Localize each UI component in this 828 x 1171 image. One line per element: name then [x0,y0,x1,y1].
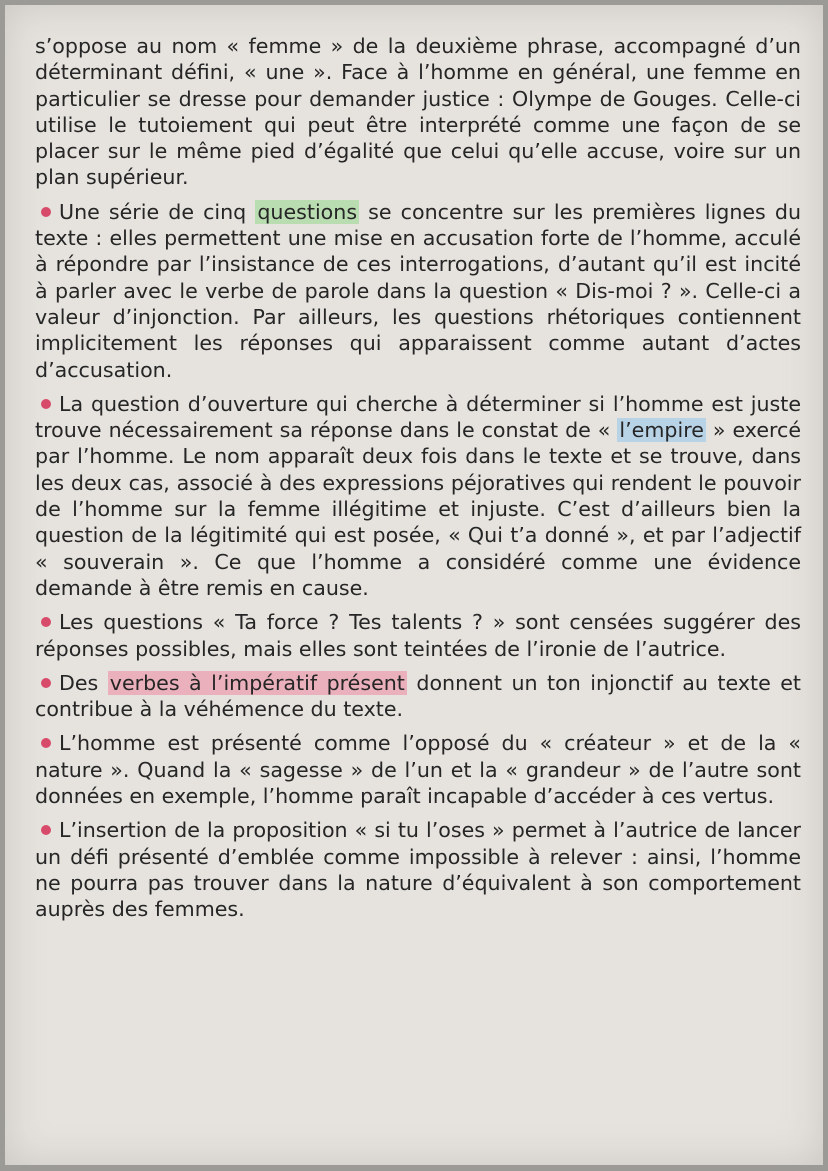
paragraph-3-text-end: » exercé par l’homme. Le nom apparaît deux fois dans le texte et se trouve, dans les deux cas, associé à des expressions péjoratives qui rendent le pouvoir de l’homme sur la femme illégitime et injuste. C’est d’ailleurs bien la question de la légitimité qui est posée, « Qui t’a donné », et par l’adjectif « souverain ». Ce que l’homme a considéré comme une évidence demande à être remis en cause. [35,418,802,600]
bullet-icon [41,738,51,748]
book-page [5,5,823,1165]
bullet-icon [41,399,51,409]
paragraph-5 [35,670,801,723]
paragraph-5-text-start: Des [59,670,108,695]
highlight-questions: questions [257,199,358,224]
paragraph-4 [35,609,801,662]
paragraph-3 [35,391,801,601]
bullet-icon [41,678,51,688]
bullet-icon [41,617,51,627]
paragraph-3-text-start: La question d’ouverture qui cherche à déterminer si l’homme est juste trouve nécessairement sa réponse dans le constat de « [35,391,801,443]
paragraph-7-text: L’insertion de la proposition « si tu l’oses » permet à l’autrice de lancer un défi présenté d’emblée comme impossible à relever : ainsi, l’homme ne pourra pas trouver dans la nature d’équivalent à son comportement auprès des femmes. [35,818,801,922]
paragraph-4-text: Les questions « Ta force ? Tes talents ? » sont censées suggérer des réponses possibles, mais elles sont teintées de l’ironie de l’autrice. [35,610,801,661]
paragraph-1 [35,33,801,191]
bullet-icon [41,207,51,217]
paragraph-7 [35,817,801,922]
bullet-icon [41,825,51,835]
highlight-verbes-imperatif: verbes à l’impératif présent [109,670,405,695]
paragraph-1-text: s’oppose au nom « femme » de la deuxième phrase, accompagné d’un déterminant défini, « une ». Face à l’homme en général, une femme en particulier se dresse pour demander justice : Olympe de Gouges. Celle-ci utilise le tutoiement qui peut être interprété comme une façon de se placer sur le même pied d’égalité que celui qu’elle accuse, voire sur un plan supérieur. [35,34,801,190]
highlight-empire: l’empire [619,418,704,443]
paragraph-2 [35,199,801,383]
paragraph-2-text-start: Une série de cinq [59,199,256,224]
paragraph-5-text-end: donnent un ton injonctif au texte et contribue à la véhémence du texte. [35,670,801,722]
paragraph-6-text: L’homme est présenté comme l’opposé du « créateur » et de la « nature ». Quand la « sagesse » de l’un et la « grandeur » de l’autre sont données en exemple, l’homme paraît incapable d’accéder à ces vertus. [35,731,801,809]
paragraph-6 [35,730,801,809]
page-text [35,33,801,931]
paragraph-2-text-end: se concentre sur les premières lignes du texte : elles permettent une mise en accusation forte de l’homme, acculé à répondre par l’insistance de ces interrogations, d’autant qu’il est incité à parler avec le verbe de parole dans la question « Dis-moi ? ». Celle-ci a valeur d’injonction. Par ailleurs, les questions rhétoriques contiennent implicitement les réponses qui apparaissent comme autant d’actes d’accusation. [35,199,801,382]
